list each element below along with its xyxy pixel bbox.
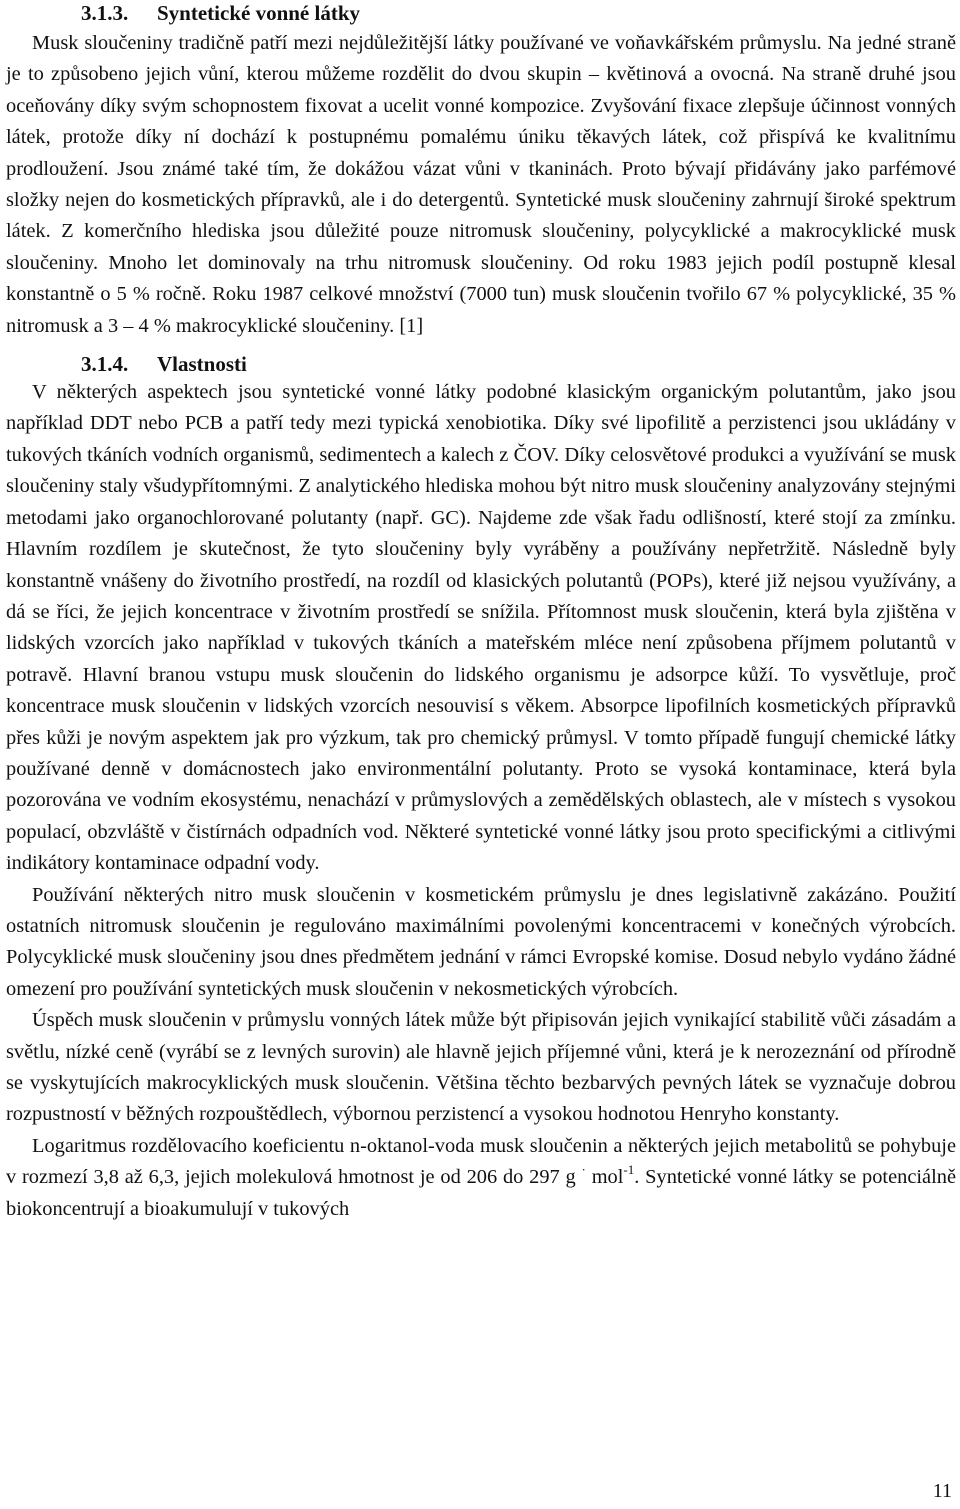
section-title: Vlastnosti — [157, 352, 247, 377]
page-number: 11 — [932, 1480, 952, 1502]
unit-mol: mol — [585, 1166, 624, 1189]
unit-dot: · — [581, 1162, 586, 1178]
paragraph-properties-1: V některých aspektech jsou syntetické vonné látky podobné klasickým organickým polutantům, jako jsou například DDT nebo PCB a patří tedy mezi typická xenobiotika. Díky své lipofilitě a perzistenci jsou ukládány v tukových tkáních vodních organismů, sedimentech a kalech z ČOV. Díky celosvětové produkci a využívání se musk sloučeniny staly všudypřítomnými. Z analytického hlediska mohou být nitro musk sloučeniny analyzovány stejnými metodami jako organochlorované polutanty (např. GC). Najdeme zde však řadu odlišností, které stojí za zmínku. Hlavním rozdílem je skutečnost, že tyto sloučeniny byly vyráběny a používány nepřetržitě. Následně byly konstantně vnášeny do životního prostředí, na rozdíl od klasických polutantů (POPs), které již nejsou využívány, a dá se říci, že jejich koncentrace v životním prostředí se snížila. Přítomnost musk sloučenin, která byla zjištěna v lidských vzorcích jako například v tukových tkáních a mateřském mléce není způsobena příjmem polutantů v potravě. Hlavní branou vstupu musk sloučenin do lidského organismu je adsorpce kůží. To vysvětluje, proč koncentrace musk sloučenin v lidských vzorcích nesouvisí s věkem. Absorpce lipofilních kosmetických přípravků přes kůži je novým aspektem jak pro výzkum, tak pro chemický průmysl. V tomto případě fungují chemické látky používané denně v domácnostech jako environmentální polutanty. Proto se vysoká kontaminace, která byla pozorována ve vodním ekosystému, nenachází v průmyslových a zemědělských oblastech, ale v místech s vysokou populací, obzvláště v čistírnách odpadních vod. Některé syntetické vonné látky jsou proto specifickými a citlivými indikátory kontaminace odpadní vody. — [6, 381, 956, 875]
section-heading-synthetic-fragrances — [6, 0, 956, 26]
unit-exponent: -1 — [623, 1162, 635, 1178]
paragraph-text: Logaritmus rozdělovacího koeficientu n-oktanol-voda musk sloučenin a některých jejich metabolitů se pohybuje v rozmezí 3,8 až 6,3, jejich molekulová hmotnost je od 206 do 297 g — [6, 1134, 956, 1189]
section-heading-properties — [6, 351, 956, 377]
section-number: 3.1.3. — [81, 1, 129, 25]
paragraph-properties-2: Používání některých nitro musk sloučenin v kosmetickém průmyslu je dnes legislativně zakázáno. Použití ostatních nitromusk sloučenin je regulováno maximálními povolenými koncentracemi v konečných výrobcích. Polycyklické musk sloučeniny jsou dnes předmětem jednání v rámci Evropské komise. Dosud nebylo vydáno žádné omezení pro používání syntetických musk sloučenin v nekosmetických výrobcích. — [6, 883, 956, 1000]
paragraph-properties-3: Úspěch musk sloučenin v průmyslu vonných látek může být připisován jejich vynikající stabilitě vůči zásadám a světlu, nízké ceně (vyrábí se z levných surovin) ale hlavně jejich příjemné vůni, která je k nerozeznání od přírodně se vyskytujících makrocyklických musk sloučenin. Většina těchto bezbarvých pevných látek se vyznačuje dobrou rozpustností v běžných rozpouštědlech, výbornou perzistencí a vysokou hodnotou Henryho konstanty. — [6, 1009, 956, 1126]
section-title: Syntetické vonné látky — [157, 1, 361, 25]
section-number: 3.1.4. — [81, 352, 129, 377]
paragraph-synthetic-fragrances: Musk sloučeniny tradičně patří mezi nejdůležitější látky používané ve voňavkářském průmyslu. Na jedné straně je to způsobeno jejich vůní, kterou můžeme rozdělit do dvou skupin – květinová a ovocná. Na straně druhé jsou oceňovány díky svým schopnostem fixovat a ucelit vonné kompozice. Zvyšování fixace zlepšuje účinnost vonných látek, protože díky ní dochází k postupnému pomalému úniku těkavých látek, což přispívá ke kvalitnímu prodloužení. Jsou známé také tím, že dokážou vázat vůni v tkaninách. Proto bývají přidávány jako parfémové složky nejen do kosmetických přípravků, ale i do detergentů. Syntetické musk sloučeniny zahrnují široké spektrum látek. Z komerčního hlediska jsou důležité pouze nitromusk sloučeniny, polycyklické a makrocyklické musk sloučeniny. Mnoho let dominovaly na trhu nitromusk sloučeniny. Od roku 1983 jejich podíl postupně klesal konstantně o 5 % ročně. Roku 1987 celkové množství (7000 tun) musk sloučenin tvořilo 67 % polycyklické, 35 % nitromusk a 3 – 4 % makrocyklické sloučeniny. [1] — [6, 32, 956, 337]
paragraph-text-continued: . Syntetické vonné látky se potenciálně biokoncentrují a bioakumulují v tukových — [6, 1166, 956, 1220]
page-content — [6, 0, 956, 1225]
paragraph-properties-4 — [6, 1131, 956, 1225]
